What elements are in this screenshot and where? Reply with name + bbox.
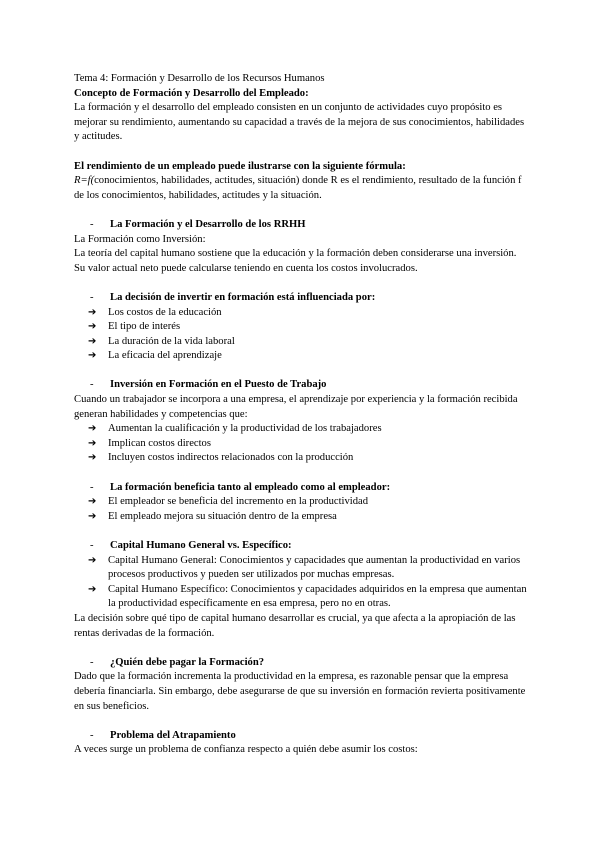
section-heading [90,539,530,554]
list-item: ➔ El empleado mejora su situación dentro de la empresa [88,510,530,525]
bullet-list [74,495,530,524]
section-paragraph: La decisión sobre qué tipo de capital humano desarrollar es crucial, ya que afecta a la apropiación de las rentas derivadas de la formación. [74,612,516,639]
bullet-list [74,422,530,466]
section-paragraph: A veces surge un problema de confianza respecto a quién debe asumir los costos: [74,744,418,756]
formula-prefix: R=f( [74,175,95,187]
arrow-icon: ➔ [88,583,97,595]
arrow-icon: ➔ [88,554,97,566]
section-heading-text: La formación beneficia tanto al empleado como al empleador: [110,481,391,493]
dash-bullet: - [90,481,94,493]
list-item: ➔ Los costos de la educación [88,306,530,321]
section-heading [90,378,530,393]
section-heading-text: Inversión en Formación en el Puesto de Trabajo [110,379,327,391]
concept-heading: Concepto de Formación y Desarrollo del Empleado: [74,87,309,99]
document-page [74,72,530,758]
section-heading [90,729,530,744]
section-heading [90,481,530,496]
dash-bullet: - [90,656,94,668]
section-heading-text: Capital Humano General vs. Específico: [110,540,292,551]
list-item: ➔ Incluyen costos indirectos relacionados con la producción [88,451,530,466]
section-subheading: La Formación como Inversión: [74,233,206,245]
list-item: ➔ Aumentan la cualificación y la productividad de los trabajadores [88,422,530,437]
dash-bullet: - [90,379,94,391]
dash-bullet: - [90,729,94,741]
formula-text: conocimientos, habilidades, actitudes, situación) donde R es el rendimiento, resultado de la función f de los conocimientos, habilidades, actitudes y la situación. [74,175,522,201]
bullet-list [74,306,530,364]
list-item: ➔ Capital Humano General: Conocimientos y capacidades que aumentan la productividad en varios procesos productivos y pueden ser utilizados por muchas empresas. [88,554,530,583]
dash-bullet: - [90,291,94,303]
arrow-icon: ➔ [88,496,97,508]
list-item: ➔ La eficacia del aprendizaje [88,349,530,364]
section-heading-text: La decisión de invertir en formación está influenciada por: [110,291,376,303]
arrow-icon: ➔ [88,321,97,333]
arrow-icon: ➔ [88,335,97,347]
dash-bullet: - [90,540,94,551]
section-heading [90,291,530,306]
section-heading-text: ¿Quién debe pagar la Formación? [110,656,265,668]
formula-heading: El rendimiento de un empleado puede ilustrarse con la siguiente fórmula: [74,160,406,172]
section-heading-text: La Formación y el Desarrollo de los RRHH [110,218,306,230]
bullet-list [74,554,530,612]
dash-bullet: - [90,218,94,230]
list-item: ➔ La duración de la vida laboral [88,335,530,350]
document-title: Tema 4: Formación y Desarrollo de los Recursos Humanos [74,73,325,84]
arrow-icon: ➔ [88,306,97,318]
arrow-icon: ➔ [88,423,97,435]
arrow-icon: ➔ [88,452,97,464]
arrow-icon: ➔ [88,350,97,362]
arrow-icon: ➔ [88,510,97,522]
section-heading-text: Problema del Atrapamiento [110,729,236,741]
section-paragraph: Cuando un trabajador se incorpora a una empresa, el aprendizaje por experiencia y la formación recibida generan habilidades y competencias que: [74,394,518,420]
formula-paragraph [74,174,530,203]
section-paragraph: La teoría del capital humano sostiene que la educación y la formación deben considerarse una inversión. Su valor actual neto puede calcularse teniendo en cuenta los costos involucrados. [74,248,517,274]
list-item: ➔ Capital Humano Específico: Conocimientos y capacidades adquiridos en la empresa que aumentan la productividad específicamente en esa empresa, pero no en otras. [88,583,530,612]
section-heading [90,656,530,671]
list-item: ➔ El empleador se beneficia del incremento en la productividad [88,495,530,510]
arrow-icon: ➔ [88,437,97,449]
section-paragraph: Dado que la formación incrementa la productividad en la empresa, es razonable pensar que la empresa debería financiarla. Sin embargo, debe asegurarse de que su inversión en formación revierta positivamente en sus beneficios. [74,671,526,712]
section-heading [90,218,530,233]
concept-paragraph: La formación y el desarrollo del empleado consisten en un conjunto de actividades cuyo propósito es mejorar su rendimiento, aumentando su capacidad a través de la mejora de sus conocimientos, habilidades y actitudes. [74,102,525,143]
list-item: ➔ El tipo de interés [88,320,530,335]
list-item: ➔ Implican costos directos [88,437,530,452]
